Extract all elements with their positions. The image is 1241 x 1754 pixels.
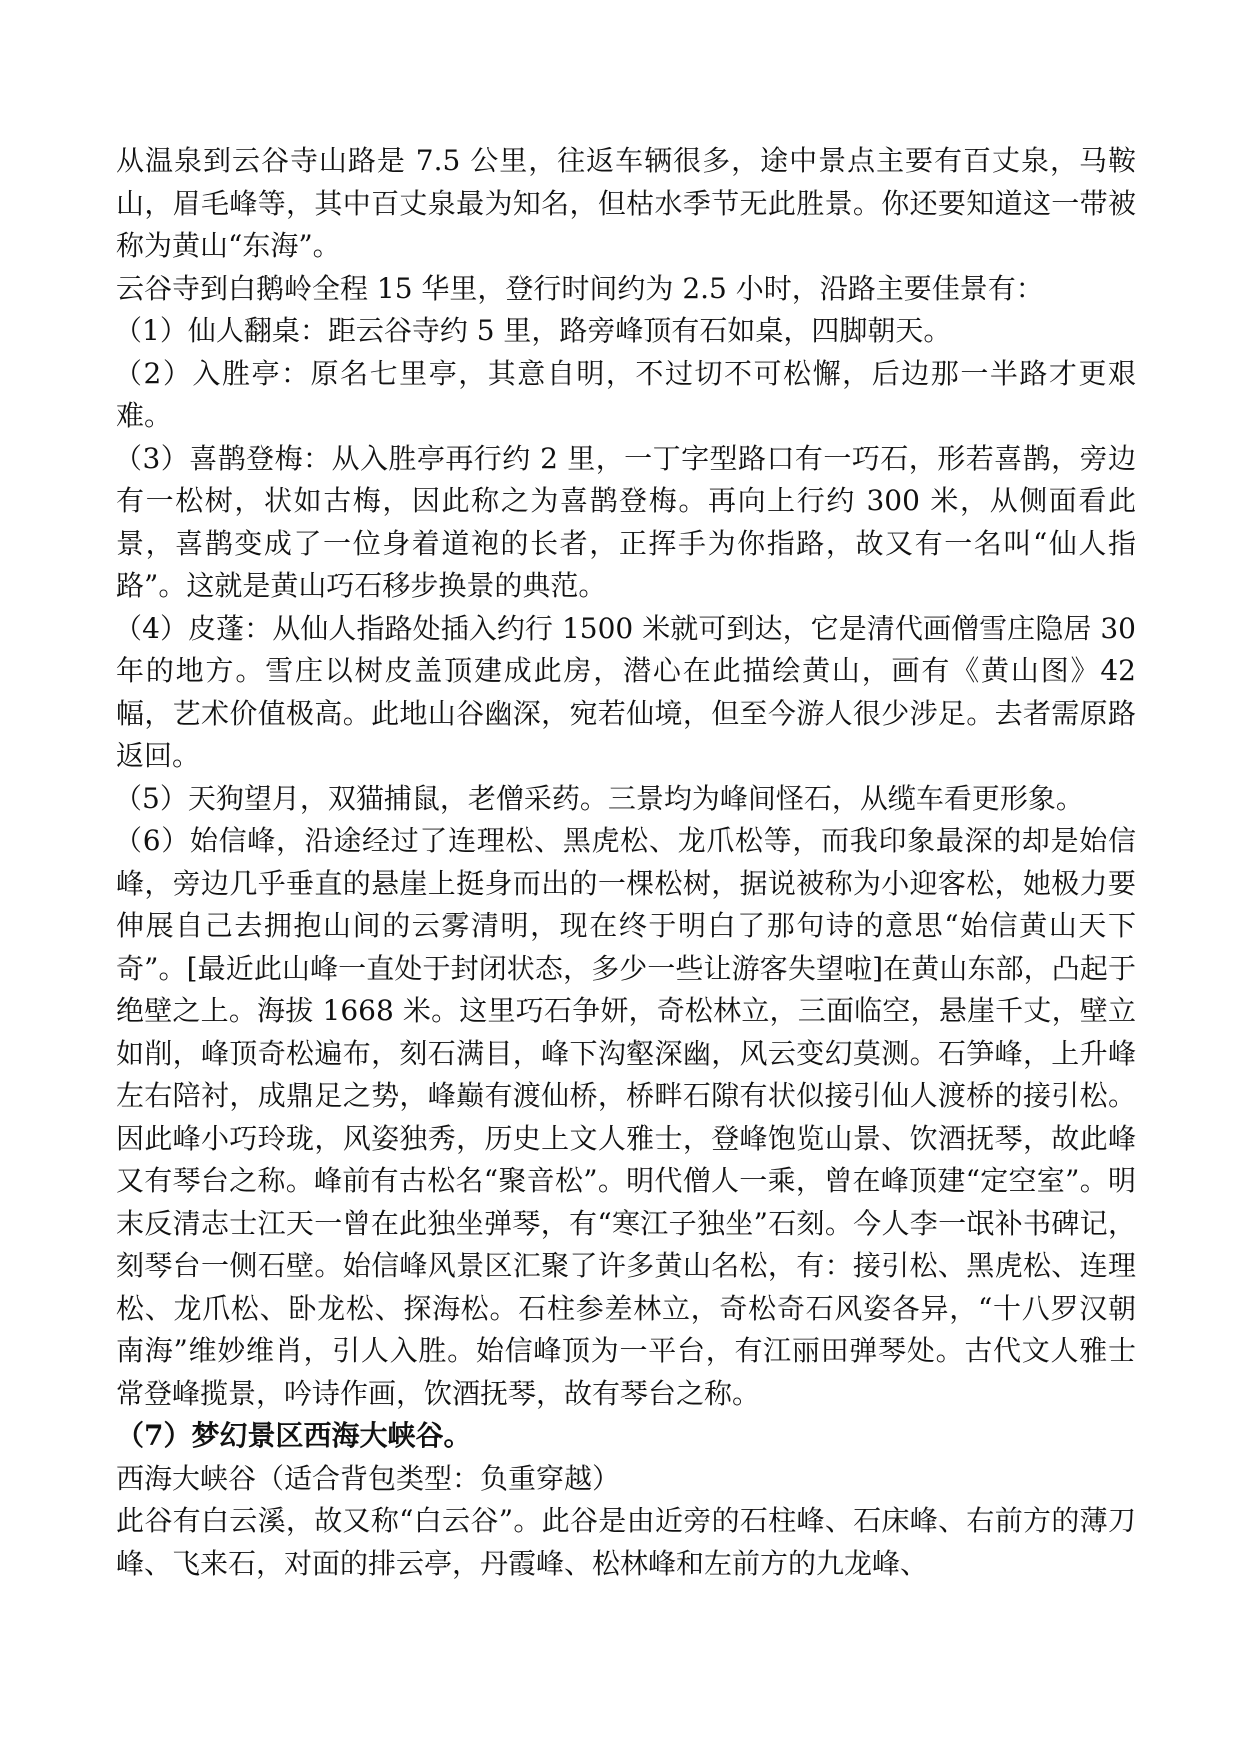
- section-subtitle: 西海大峡谷（适合背包类型：负重穿越）: [116, 1461, 621, 1495]
- document-page: [116, 140, 1136, 1585]
- list-item-5: （5）天狗望月，双猫捕鼠，老僧采药。三景均为峰间怪石，从缆车看更形象。: [114, 781, 1084, 815]
- list-item-1: （1）仙人翻桌：距云谷寺约 5 里，路旁峰顶有石如桌，四脚朝天。: [114, 314, 952, 347]
- section-paragraph: 此谷有白云溪，故又称“白云谷”。此谷是由近旁的石柱峰、石床峰、右前方的薄刀峰、飞来石，对面的排云亭，丹霞峰、松林峰和左前方的九龙峰、: [116, 1504, 1136, 1580]
- section-heading: （7）梦幻景区西海大峡谷。: [116, 1419, 472, 1452]
- list-item-2: （2）入胜亭：原名七里亭，其意自明，不过切不可松懈，后边那一半路才更艰难。: [114, 356, 1136, 432]
- intro-paragraph: 从温泉到云谷寺山路是 7.5 公里，往返车辆很多，途中景点主要有百丈泉，马鞍山，眉毛峰等，其中百丈泉最为知名，但枯水季节无此胜景。你还要知道这一带被称为黄山“东海”。: [116, 144, 1136, 262]
- list-item-6: （6）始信峰，沿途经过了连理松、黑虎松、龙爪松等，而我印象最深的却是始信峰，旁边几乎垂直的悬崖上挺身而出的一棵松树，据说被称为小迎客松，她极力要伸展自己去拥抱山间的云雾清明，现在终于明白了那句诗的意思“始信黄山天下奇”。[最近此山峰一直处于封闭状态，多少一些让游客失望啦]在黄山东部，凸起于绝壁之上。海拔 1668 米。这里巧石争妍，奇松林立，三面临空，悬崖千丈，壁立如削，峰顶奇松遍布，刻石满目，峰下沟壑深幽，风云变幻莫测。石笋峰，上升峰左右陪衬，成鼎足之势，峰巅有渡仙桥，桥畔石隙有状似接引仙人渡桥的接引松。因此峰小巧玲珑，风姿独秀，历史上文人雅士，登峰饱览山景、饮酒抚琴，故此峰又有琴台之称。峰前有古松名“聚音松”。明代僧人一乘，曾在峰顶建“定空室”。明末反清志士江天一曾在此独坐弹琴，有“寒江子独坐”石刻。今人李一氓补书碑记，刻琴台一侧石壁。始信峰风景区汇聚了许多黄山名松，有：接引松、黑虎松、连理松、龙爪松、卧龙松、探海松。石柱参差林立，奇松奇石风姿各异，“十八罗汉朝南海”维妙维肖，引人入胜。始信峰顶为一平台，有江丽田弹琴处。古代文人雅士常登峰揽景，吟诗作画，饮酒抚琴，故有琴台之称。: [114, 824, 1136, 1410]
- list-item-3: （3）喜鹊登梅：从入胜亭再行约 2 里，一丁字型路口有一巧石，形若喜鹊，旁边有一松树，状如古梅，因此称之为喜鹊登梅。再向上行约 300 米，从侧面看此景，喜鹊变成了一位身着道袍的长者，正挥手为你指路，故又有一名叫“仙人指路”。这就是黄山巧石移步换景的典范。: [114, 441, 1136, 602]
- list-item-4: （4）皮蓬：从仙人指路处插入约行 1500 米就可到达，它是清代画僧雪庄隐居 30 年的地方。雪庄以树皮盖顶建成此房，潜心在此描绘黄山，画有《黄山图》42 幅，艺术价值极高。此地山谷幽深，宛若仙境，但至今游人很少涉足。去者需原路返回。: [114, 611, 1136, 772]
- route-summary-paragraph: 云谷寺到白鹅岭全程 15 华里，登行时间约为 2.5 小时，沿路主要佳景有：: [116, 271, 1044, 305]
